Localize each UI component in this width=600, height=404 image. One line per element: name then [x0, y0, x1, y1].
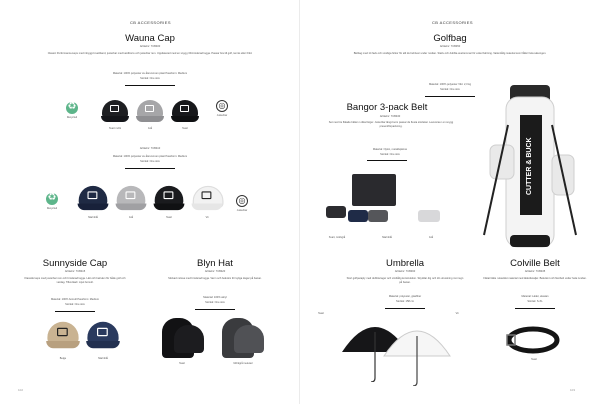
variant-label: Vit [455, 312, 459, 315]
svg-text:CUTTER & BUCK: CUTTER & BUCK [526, 137, 533, 195]
divider [515, 308, 555, 309]
cap-black-2 [153, 184, 186, 213]
variant-label: Marinblå [88, 216, 98, 219]
divider [125, 168, 175, 169]
blyn-article-number: Artikelnr: 7CB420 [204, 270, 226, 273]
umbrella-white-image [382, 316, 452, 386]
cap-white [191, 184, 224, 213]
page-number: 102 [18, 388, 24, 392]
sunnyside-article-number: Artikelnr: 7CB415 [64, 270, 86, 273]
variant-label: Svart [179, 362, 185, 365]
umbrella-article-number: Artikelnr: 7CB460 [394, 270, 416, 273]
umbrella-sizes: Storlek: 158 cm [395, 300, 415, 303]
belt-gift-box [352, 174, 396, 206]
variant-label: Svart, mörkgrå [328, 236, 346, 239]
cap-grey-2 [115, 184, 148, 213]
wauna-cap-title: Wauna Cap [125, 33, 175, 44]
adjustable-icon [236, 195, 248, 207]
colville-article-number: Artikelnr: 7CB435 [524, 270, 546, 273]
sunnyside-description: Klassisk keps med justerbar rem och broderad logga. Lätt och bekväm för både golf och vardag. Tillverkad i mjuk bomull. [24, 277, 126, 284]
wauna-details: Material: 100% polyester av återvunnen plast Passform: Medium [112, 72, 188, 75]
wauna-article-number-2: Artikelnr: 7CB410 [139, 147, 161, 150]
variant-label: Mörkgrå melerad [233, 362, 253, 365]
divider [195, 309, 235, 310]
variant-label: Grå [147, 127, 153, 130]
blyn-details: Material: 100% akryl [203, 296, 227, 299]
colville-details: Material: Läder, elastan [521, 295, 549, 298]
blyn-description: Stickad mössa med broderad logga. Varm och bekväm för kyliga dagar på banan. [168, 277, 262, 280]
bangor-sizes: Storlek: One size [380, 153, 400, 156]
recycled-label: Recycled [66, 116, 78, 119]
golfbag-title: Golfbag [433, 33, 467, 44]
colville-description: Flätat bälte i elastiskt material med läderdetaljer. Bekvämt och flexibelt under hela rundan. [483, 277, 587, 280]
badge-label: Justerbar [216, 114, 228, 117]
cap-navy [77, 184, 110, 213]
umbrella-details: Material: polyester, glasfiber [388, 295, 422, 298]
golfbag-description: Bärbag med 14 fack och smidiga fickor för allt du behöver under rundan. Stativ och dubbla axelremmar för enkel bärning. Vattentålig material som håller hela säsongen. [353, 52, 547, 55]
divider [125, 85, 175, 86]
recycled-label: Recycled [46, 207, 58, 210]
right-page [300, 0, 600, 404]
recycle-icon [46, 193, 58, 205]
umbrella-description: Stort golfparaply med dubbla lager och vindtålig konstruktion. Skyddar dig och din utrustning mot regn på banan. [346, 277, 464, 284]
golf-bag-image [480, 85, 580, 250]
variant-label: Svart mörk [108, 127, 122, 130]
variant-label: Svart [182, 127, 188, 130]
beanie-grey-alt [234, 325, 264, 353]
divider [385, 308, 425, 309]
page-number: 103 [570, 388, 576, 392]
belt-roll-navy [348, 210, 368, 222]
bangor-details: Material: Nylon, metallspänne [372, 148, 408, 151]
variant-label: Grå [428, 236, 434, 239]
colville-belt-title: Colville Belt [510, 258, 560, 269]
variant-label: Marinblå [382, 236, 392, 239]
adjustable-icon [216, 100, 228, 112]
sunnyside-cap-title: Sunnyside Cap [42, 258, 108, 269]
cap-black-dark [100, 98, 130, 124]
cap-beige [45, 319, 81, 350]
golfbag-sizes: Storlek: One size [440, 88, 460, 91]
colville-belt-image [505, 326, 561, 354]
colville-sizes: Storlek: S-XL [527, 300, 543, 303]
variant-label: Vit [205, 216, 209, 219]
bangor-article-number: Artikelnr: 7CB430 [379, 115, 401, 118]
belt-roll-light [418, 210, 440, 222]
cap-black [170, 98, 200, 124]
golfbag-article-number: Artikelnr: 7CB450 [439, 45, 461, 48]
divider [55, 311, 95, 312]
cap-navy-sunnyside [85, 319, 121, 350]
wauna-sizes: Storlek: One size [140, 77, 160, 80]
variant-label: Svart [166, 216, 172, 219]
section-label: CB ACCESSORIES [130, 20, 171, 25]
variant-label: Marinblå [98, 357, 108, 360]
bangor-description: Set med tre flätade bälten i olika färger. Justerbar längd som passar de flesta storlekar. Levereras i en snygg presentförpackning. [328, 121, 454, 128]
wauna-details-2: Material: 100% polyester av återvunnen plast Passform: Medium [112, 155, 188, 158]
sunnyside-sizes: Storlek: One size [65, 303, 85, 306]
sunnyside-details: Material: 100% bomull Passform: Medium [50, 298, 99, 301]
belt-roll-black [326, 206, 346, 218]
section-label: CB ACCESSORIES [432, 20, 473, 25]
wauna-description: Classic Performance-keps med inbyggd svettband, justerbar med kardborre och justerbar rem. Uppdaterad med en snygg 3D-broderad logga. Passar bra till golf, tennis eller fritid. [47, 52, 253, 55]
divider [425, 96, 475, 97]
bangor-belt-title: Bangor 3-pack Belt [346, 102, 428, 113]
golfbag-details: Material: 100% polyester Vikt: 2,3 kg [428, 83, 472, 86]
blyn-sizes: Storlek: One size [205, 301, 225, 304]
variant-label: Grå [128, 216, 134, 219]
variant-label: Svart [531, 358, 537, 361]
wauna-sizes-2: Storlek: One size [140, 160, 160, 163]
badge-label: Justerbar [236, 209, 248, 212]
belt-roll-grey [368, 210, 388, 222]
umbrella-title: Umbrella [385, 258, 424, 269]
beanie-black-alt [174, 325, 204, 353]
variant-label: Svart [318, 312, 324, 315]
recycle-icon [66, 102, 78, 114]
cap-grey [135, 98, 165, 124]
blyn-hat-title: Blyn Hat [197, 258, 233, 269]
variant-label: Beige [59, 357, 67, 360]
divider [367, 160, 407, 161]
wauna-article-number: Artikelnr: 7CB400 [139, 45, 161, 48]
